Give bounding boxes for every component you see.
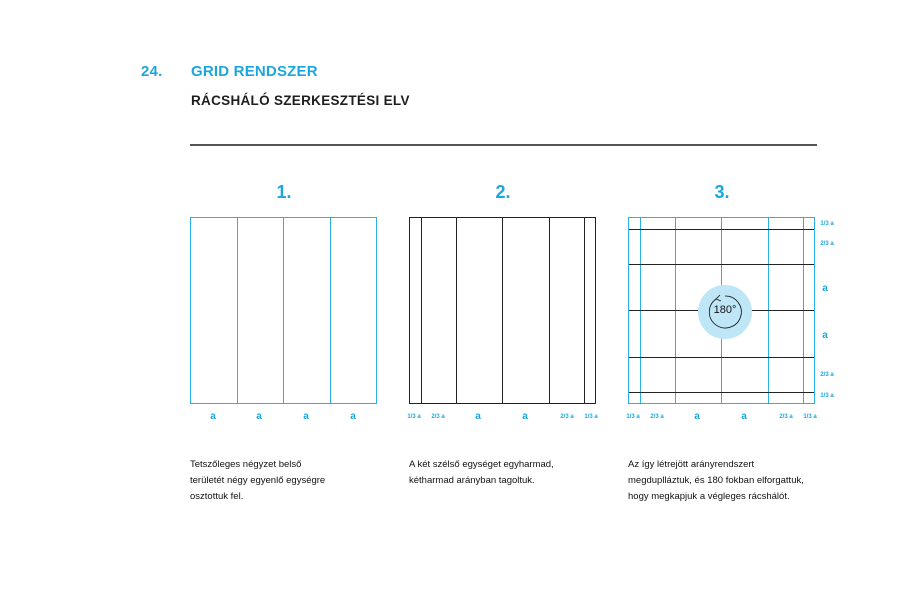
- label-a: a: [694, 411, 700, 422]
- description-line: Az így létrejött arányrendszert: [628, 459, 755, 470]
- grid-panel-3: [628, 217, 815, 404]
- label-two-thirds-a: 2/3 a: [560, 414, 574, 420]
- description-line: megduplláztuk, és 180 fokban elforgattuk,: [628, 475, 804, 486]
- divider: [190, 144, 817, 146]
- description-line: A két szélső egységet egyharmad,: [409, 459, 554, 470]
- side-label-two-thirds-a: 2/3 a: [820, 372, 834, 378]
- label-a: a: [522, 411, 528, 422]
- side-label-two-thirds-a: 2/3 a: [820, 241, 834, 247]
- description-line: kétharmad arányban tagoltuk.: [409, 475, 535, 486]
- section-number: 24.: [141, 63, 163, 80]
- grid-line: [549, 218, 550, 403]
- grid-line: [629, 229, 814, 230]
- label-a: a: [303, 411, 309, 422]
- panel-2-description: [409, 457, 609, 489]
- label-a: a: [256, 411, 262, 422]
- panel-1-description: [190, 457, 390, 505]
- grid-line: [502, 218, 503, 403]
- grid-line: [283, 218, 284, 403]
- label-third-a: 1/3 a: [407, 414, 421, 420]
- side-label-third-a: 1/3 a: [820, 393, 834, 399]
- label-a: a: [475, 411, 481, 422]
- grid-line: [629, 357, 814, 358]
- grid-line: [629, 392, 814, 393]
- panel-1-number: 1.: [276, 182, 292, 202]
- label-two-thirds-a: 2/3 a: [650, 414, 664, 420]
- section-title: GRID RENDSZER: [191, 63, 318, 80]
- label-a: a: [741, 411, 747, 422]
- description-line: hogy megkapjuk a végleges rácshálót.: [628, 491, 790, 502]
- rotation-label: 180°: [713, 304, 737, 316]
- description-line: területét négy egyenlő egységre: [190, 475, 326, 486]
- description-line: Tetszőleges négyzet belső: [190, 459, 302, 470]
- label-two-thirds-a: 2/3 a: [431, 414, 445, 420]
- grid-line: [629, 264, 814, 265]
- section-subtitle: RÁCSHÁLÓ SZERKESZTÉSI ELV: [191, 93, 410, 108]
- description-line: osztottuk fel.: [190, 491, 244, 502]
- panel-3-description: [628, 457, 848, 505]
- grid-line: [584, 218, 585, 403]
- label-third-a: 1/3 a: [803, 414, 817, 420]
- label-third-a: 1/3 a: [584, 414, 598, 420]
- grid-panel-1: [190, 217, 377, 404]
- grid-line: [421, 218, 422, 403]
- grid-line: [330, 218, 331, 403]
- rotation-indicator: [698, 285, 752, 339]
- label-third-a: 1/3 a: [626, 414, 640, 420]
- grid-panel-2: [409, 217, 596, 404]
- panel-2-number: 2.: [495, 182, 511, 202]
- label-a: a: [350, 411, 356, 422]
- panel-3-number: 3.: [714, 182, 730, 202]
- side-label-a: a: [822, 330, 828, 341]
- side-label-third-a: 1/3 a: [820, 221, 834, 227]
- grid-line: [456, 218, 457, 403]
- side-label-a: a: [822, 283, 828, 294]
- label-two-thirds-a: 2/3 a: [779, 414, 793, 420]
- label-a: a: [210, 411, 216, 422]
- grid-line: [237, 218, 238, 403]
